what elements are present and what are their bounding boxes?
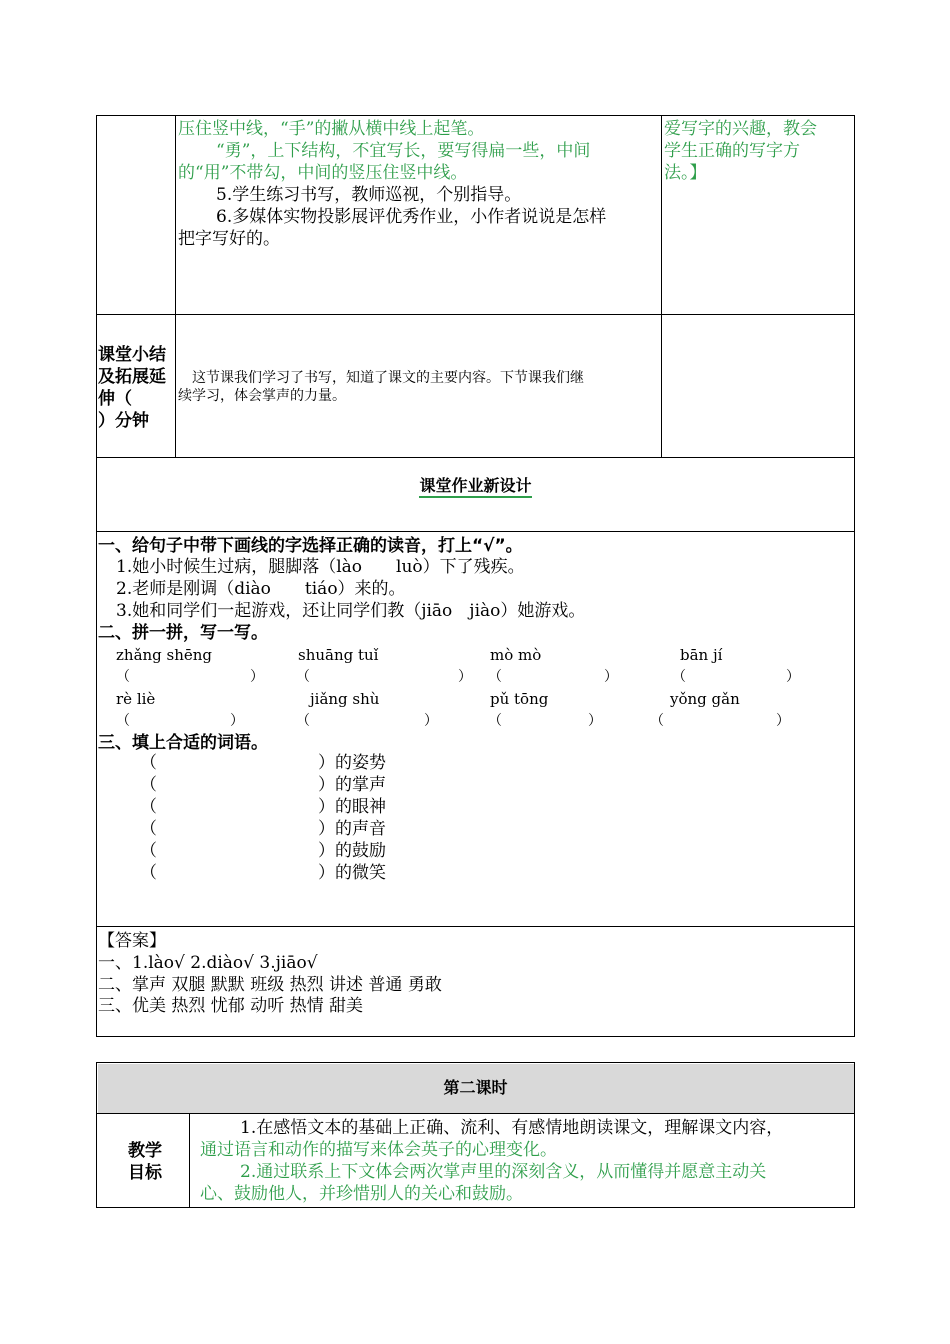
row-divider-1	[96, 314, 855, 315]
goal-line: 1.在感悟文本的基础上正确、流利、有感情地朗读课文，理解课文内容，	[240, 1118, 784, 1138]
q2-open-paren: （	[488, 669, 502, 685]
q2-close-paren: ）	[588, 713, 602, 729]
q3-item: ）的掌声	[318, 775, 386, 795]
q3-open-paren: （	[140, 819, 157, 839]
col-divider-1	[175, 115, 176, 457]
q1-item: 2.老师是刚调（diào tiáo）来的。	[116, 579, 406, 599]
table2-row-divider	[96, 1113, 855, 1114]
intent-line: 爱写字的兴趣，教会	[664, 119, 817, 139]
q3-item: ）的眼神	[318, 797, 386, 817]
q3-open-paren: （	[140, 775, 157, 795]
answers-line: 一、1.lào√ 2.diào√ 3.jiāo√	[98, 953, 318, 973]
intent-line: 法。】	[664, 163, 707, 183]
q3-item: ）的鼓励	[318, 841, 386, 861]
q2-open-paren: （	[296, 669, 310, 685]
summary-line: 这节课我们学习了书写，知道了课文的主要内容。下节课我们继	[192, 370, 584, 386]
row-divider-3	[96, 531, 855, 532]
summary-line: 续学习，体会掌声的力量。	[178, 388, 346, 404]
answers-line: 二、掌声 双腿 默默 班级 热烈 讲述 普通 勇敢	[98, 975, 442, 995]
q3-open-paren: （	[140, 841, 157, 861]
row-divider-2	[96, 457, 855, 458]
goal-label-line: 教学	[128, 1141, 162, 1161]
q2-open-paren: （	[296, 713, 310, 729]
row-divider-4	[96, 926, 855, 927]
process-line: 压住竖中线，“手”的撇从横中线上起笔。	[178, 119, 485, 139]
q2-pinyin: zhǎng shēng	[116, 646, 213, 664]
goal-line: 心、鼓励他人，并珍惜别人的关心和鼓励。	[200, 1184, 523, 1204]
q2-pinyin: jiǎng shù	[310, 690, 380, 708]
answers-title: 【答案】	[98, 931, 166, 951]
intent-line: 学生正确的写字方	[664, 141, 800, 161]
goal-line: 通过语言和动作的描写来体会英子的心理变化。	[200, 1140, 557, 1160]
q2-pinyin: mò mò	[490, 646, 542, 664]
q2-open-paren: （	[116, 713, 130, 729]
summary-label-line: 及拓展延	[98, 367, 166, 387]
q1-title: 一、给句子中带下画线的字选择正确的读音，打上“√”。	[98, 536, 523, 556]
q3-title: 三、填上合适的词语。	[98, 733, 268, 753]
process-line: 的“用”不带勾，中间的竖压住竖中线。	[178, 163, 468, 183]
q2-close-paren: ）	[458, 669, 472, 685]
q3-open-paren: （	[140, 863, 157, 883]
process-line: 把字写好的。	[178, 229, 280, 249]
goal-label-line: 目标	[128, 1163, 162, 1183]
answers-line: 三、优美 热烈 忧郁 动听 热情 甜美	[98, 996, 364, 1016]
summary-label-line: 课堂小结	[98, 345, 166, 365]
q2-open-paren: （	[116, 669, 130, 685]
q2-pinyin: rè liè	[116, 690, 156, 708]
q3-open-paren: （	[140, 753, 157, 773]
goal-line: 2.通过联系上下文体会两次掌声里的深刻含义，从而懂得并愿意主动关	[240, 1162, 767, 1182]
homework-title: 课堂作业新设计	[96, 475, 855, 497]
q2-pinyin: pǔ tōng	[490, 690, 549, 708]
q2-close-paren: ）	[424, 713, 438, 729]
q2-close-paren: ）	[230, 713, 244, 729]
q2-close-paren: ）	[604, 669, 618, 685]
table2-col-divider	[189, 1113, 190, 1208]
q2-pinyin: bān jí	[680, 646, 723, 664]
q2-open-paren: （	[672, 669, 686, 685]
q2-close-paren: ）	[250, 669, 264, 685]
q1-item: 1.她小时候生过病，腿脚落（lào luò）下了残疾。	[116, 557, 525, 577]
q2-pinyin: shuāng tuǐ	[298, 646, 379, 664]
q2-title: 二、拼一拼，写一写。	[98, 623, 268, 643]
summary-label-line: ）分钟	[98, 411, 149, 431]
summary-label-line: 伸（	[98, 389, 132, 409]
q3-open-paren: （	[140, 797, 157, 817]
q3-item: ）的微笑	[318, 863, 386, 883]
q2-pinyin: yǒng gǎn	[670, 690, 740, 708]
q3-item: ）的姿势	[318, 753, 386, 773]
process-line: “勇”，上下结构，不宜写长，要写得扁一些，中间	[216, 141, 591, 161]
q1-item: 3.她和同学们一起游戏，还让同学们教（jiāo jiào）她游戏。	[116, 601, 586, 621]
q3-item: ）的声音	[318, 819, 386, 839]
q2-close-paren: ）	[776, 713, 790, 729]
process-line: 5.学生练习书写，教师巡视，个别指导。	[216, 185, 522, 205]
q2-open-paren: （	[650, 713, 664, 729]
q2-close-paren: ）	[786, 669, 800, 685]
second-lesson-header: 第二课时	[443, 1078, 508, 1097]
col-divider-2	[661, 115, 662, 457]
process-line: 6.多媒体实物投影展评优秀作业，小作者说说是怎样	[216, 207, 607, 227]
q2-open-paren: （	[488, 713, 502, 729]
